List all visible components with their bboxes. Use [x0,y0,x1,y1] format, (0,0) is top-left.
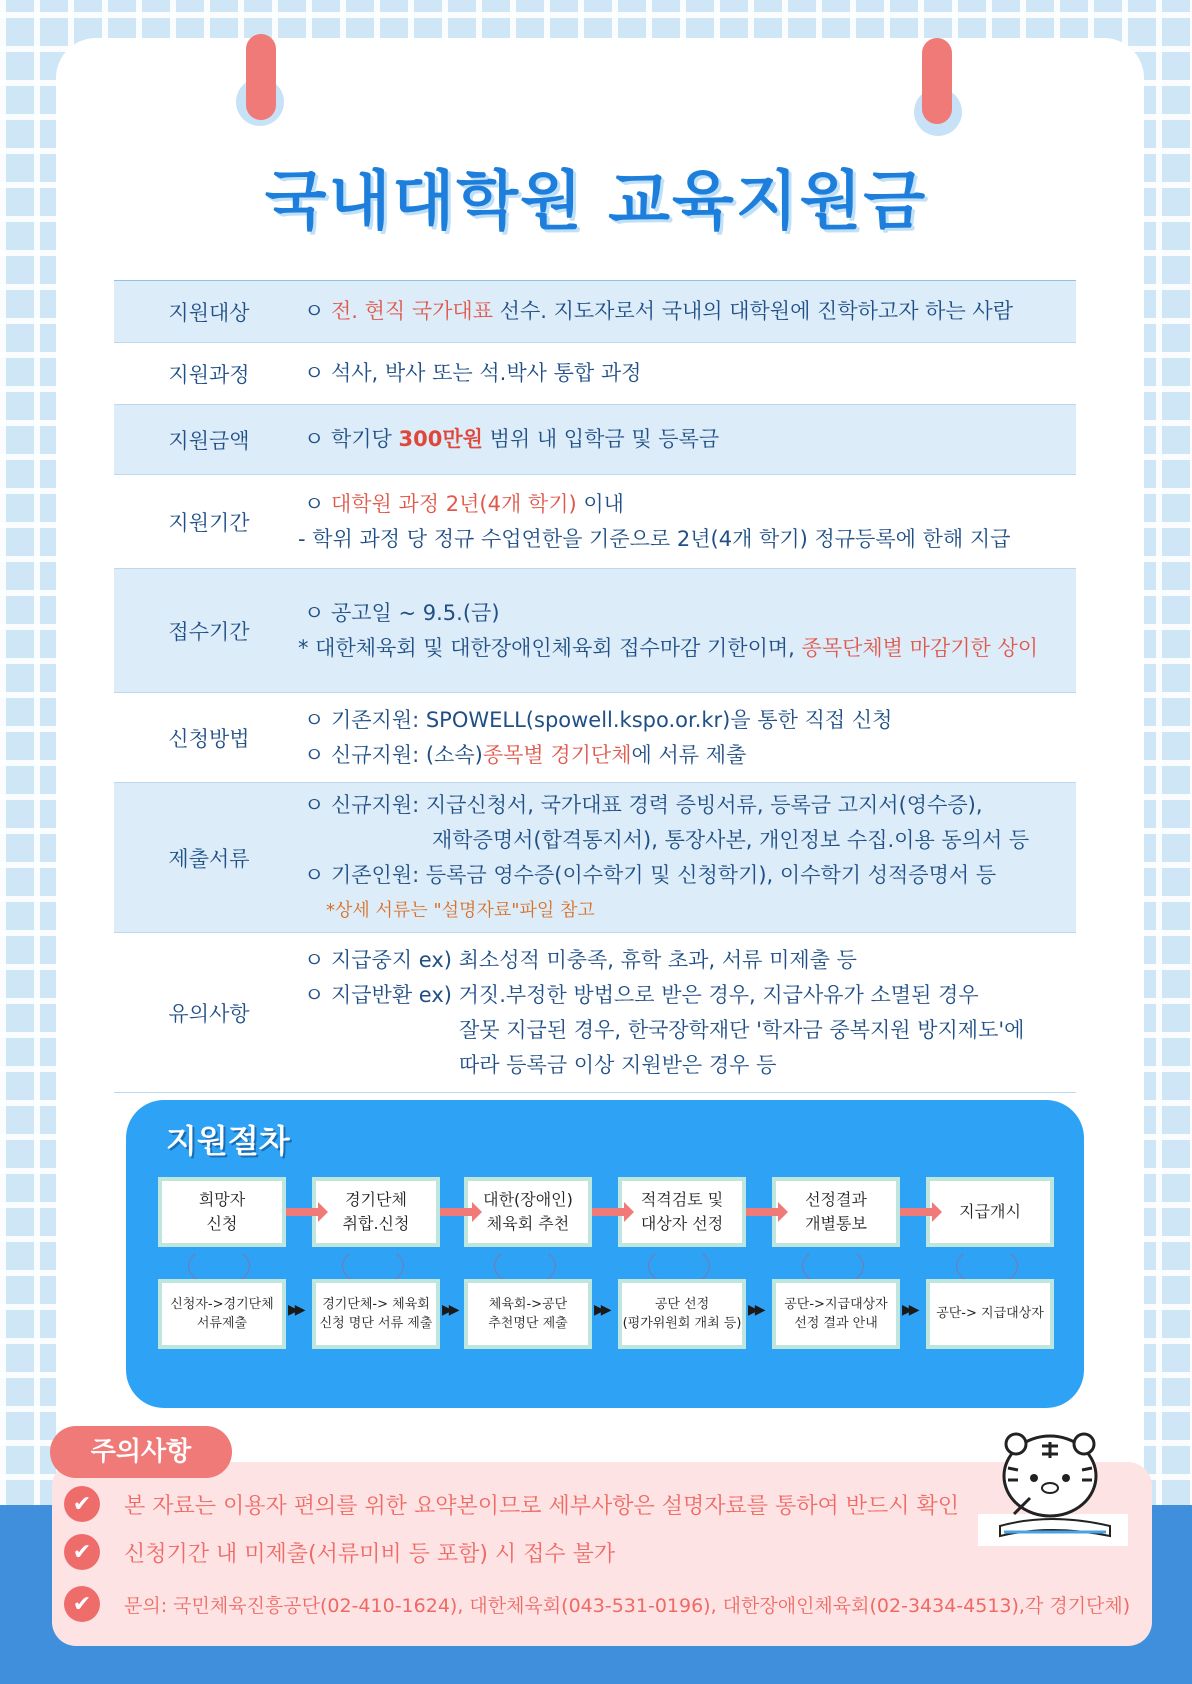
binder-pin-right [922,38,952,124]
row-content: ㅇ 대학원 과정 2년(4개 학기) 이내 - 학위 과정 당 정규 수업연한을 기준으로 2년(4개 학기) 정규등록에 한해 지급 [298,491,1011,551]
double-arrow-icon: ▶▶ [902,1302,916,1318]
row-method [114,693,1076,783]
row-amount [114,405,1076,475]
step-review: 적격검토 및 대상자 선정 [618,1177,746,1247]
row-label: 지원대상 [168,300,250,325]
caution-item: ✔ 본 자료는 이용자 편의를 위한 요약본이므로 세부사항은 설명자료를 통하여 반드시 확인 [64,1486,959,1522]
double-arrow-icon: ▶▶ [594,1302,608,1318]
step-arrow [900,1208,932,1216]
step-arrow [440,1208,472,1216]
info-table [114,280,1076,1093]
row-label: 접수기간 [168,619,250,644]
row-documents [114,783,1076,933]
check-icon: ✔ [64,1534,100,1570]
row-content: ㅇ 지급중지 ex) 최소성적 미충족, 휴학 초과, 서류 미제출 등 ㅇ 지급반환 ex) 거짓.부정한 방법으로 받은 경우, 지급사유가 소멸된 경우 잘못 지급된 경우, 한국장학재단 '학자금 중복지원 방지제도'에 따라 등록금 이상 지원받은 경우 등 [304,947,1025,1077]
row-label: 지원금액 [168,428,250,453]
row-content: ㅇ 기존지원: SPOWELL(spowell.kspo.or.kr)을 통한 직접 신청 ㅇ 신규지원: (소속)종목별 경기단체에 서류 제출 [304,707,893,767]
row-label: 지원기간 [168,510,250,535]
detail-federation: 경기단체-> 체육회 신청 명단 서류 제출 [312,1279,440,1349]
double-arrow-icon: ▶▶ [442,1302,456,1318]
row-content: ㅇ 신규지원: 지급신청서, 국가대표 경력 증빙서류, 등록금 고지서(영수증), 재학증명서(합격통지서), 통장사본, 개인정보 수집.이용 동의서 등 ㅇ 기존인원: 등록금 영수증(이수학기 및 신청학기), 이수학기 성적증명서 등 *상세 서류는 "설명자료"파일 참고 [304,792,1030,921]
row-target [114,281,1076,343]
step-apply: 희망자 신청 [158,1177,286,1247]
step-arrow [286,1208,318,1216]
caution-item: ✔ 신청기간 내 미제출(서류미비 등 포함) 시 접수 불가 [64,1534,615,1570]
detail-payment: 공단-> 지급대상자 [926,1279,1054,1349]
step-recommend: 대한(장애인) 체육회 추천 [464,1177,592,1247]
detail-recommend: 체육회->공단 추천명단 제출 [464,1279,592,1349]
step-notify: 선정결과 개별통보 [772,1177,900,1247]
row-label: 신청방법 [168,726,250,751]
row-reception [114,569,1076,693]
check-icon: ✔ [64,1586,100,1622]
row-notes [114,933,1076,1093]
caution-title: 주의사항 [50,1426,232,1478]
row-content: ㅇ 석사, 박사 또는 석.박사 통합 과정 [304,361,642,385]
row-label: 유의사항 [168,1001,250,1026]
row-content: ㅇ 전. 현직 국가대표 선수. 지도자로서 국내의 대학원에 진학하고자 하는 사람 [304,299,1013,323]
binder-pin-left [246,34,276,120]
row-label: 지원과정 [168,362,250,387]
detail-notify: 공단->지급대상자 선정 결과 안내 [772,1279,900,1349]
detail-apply: 신청자->경기단체 서류제출 [158,1279,286,1349]
row-course [114,343,1076,405]
double-arrow-icon: ▶▶ [288,1302,302,1318]
procedure-panel [126,1100,1084,1408]
row-period [114,475,1076,569]
caution-item: ✔ 문의: 국민체육진흥공단(02-410-1624), 대한체육회(043-531-0196), 대한장애인체육회(02-3434-4513),각 경기단체) [64,1586,1130,1622]
row-content: ㅇ 학기당 300만원 범위 내 입학금 및 등록금 [304,427,720,451]
step-arrow [746,1208,778,1216]
detail-review: 공단 선정 (평가위원회 개최 등) [618,1279,746,1349]
double-arrow-icon: ▶▶ [748,1302,762,1318]
check-icon: ✔ [64,1486,100,1522]
step-federation: 경기단체 취합.신청 [312,1177,440,1247]
tiger-mascot-icon [970,1428,1130,1548]
row-content: ㅇ 공고일 ~ 9.5.(금) * 대한체육회 및 대한장애인체육회 접수마감 기한이며, 종목단체별 마감기한 상이 [298,600,1039,660]
row-label: 제출서류 [168,846,250,871]
step-payment: 지급개시 [926,1177,1054,1247]
step-arrow [592,1208,624,1216]
page-title: 국내대학원 교육지원금 [264,165,928,239]
procedure-title: 지원절차 [166,1122,290,1160]
